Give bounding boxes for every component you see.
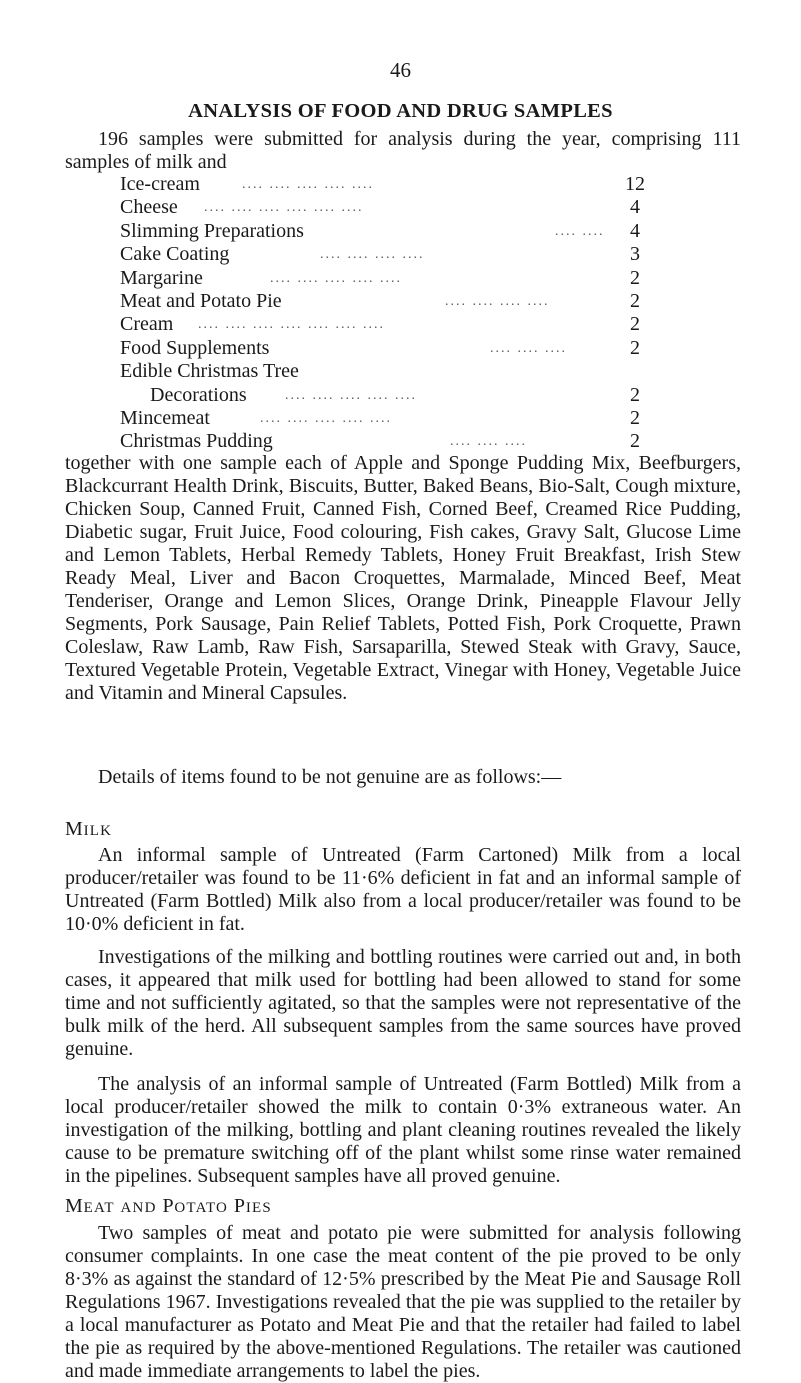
page-title: ANALYSIS OF FOOD AND DRUG SAMPLES [188, 100, 613, 122]
heading-rest: EAT [83, 1200, 115, 1216]
dot-leader: .... .... .... .... .... [260, 410, 392, 426]
table-row [120, 430, 660, 453]
dot-leader: .... .... .... .... .... [285, 387, 417, 403]
table-row [120, 173, 660, 196]
table-row [120, 243, 660, 266]
milk-paragraph-1: An informal sample of Untreated (Farm Cartoned) Milk from a local producer/retailer was found to be 11·6% deficient in fat and an informal sample of Untreated (Farm Bottled) Milk also from a local producer/retailer was found to be 10·0% deficient in fat. [65, 844, 741, 935]
item-name: Edible Christmas Tree [120, 360, 299, 383]
item-count: 2 [630, 266, 640, 289]
table-row [120, 313, 660, 336]
section-heading-meat-and-potato-pies [65, 1195, 272, 1218]
item-count: 2 [630, 430, 640, 453]
item-name: Ice-cream [120, 173, 200, 195]
dot-leader: .... .... .... .... [445, 293, 550, 309]
item-name: Meat and Potato Pie [120, 289, 282, 312]
table-row [120, 337, 660, 360]
table-row [120, 360, 660, 383]
item-name: Cheese [120, 196, 178, 219]
dot-leader: .... .... .... .... .... [270, 270, 402, 286]
sample-count-table [120, 173, 660, 454]
table-row [120, 384, 660, 407]
heading-initial: M [65, 818, 84, 840]
item-count: 2 [630, 336, 640, 359]
dot-leader: .... .... [555, 223, 605, 239]
heading-initial: P [233, 1195, 246, 1217]
together-paragraph: together with one sample each of Apple and Sponge Pudding Mix, Beefburgers, Blackcurrant Health Drink, Biscuits, Butter, Baked Beans, Bio-Salt, Cough mixture, Chicken Soup, Canned Fruit, Canned Fish, Corned Beef, Creamed Rice Pudding, Diabetic sugar, Fruit Juice, Food colouring, Fish cakes, Gravy Salt, Glucose Lime and Lemon Tablets, Herbal Remedy Tablets, Honey Fruit Breakfast, Irish Stew Ready Meal, Liver and Bacon Croquettes, Marmalade, Minced Beef, Meat Tenderiser, Orange and Lemon Slices, Orange Drink, Pineapple Flavour Jelly Segments, Pork Sausage, Pain Relief Tablets, Potted Fish, Pork Croquette, Prawn Coleslaw, Raw Lamb, Raw Fish, Sarsaparilla, Stewed Steak with Gravy, Sauce, Textured Vegetable Protein, Vegetable Extract, Vinegar with Honey, Vegetable Juice and Vitamin and Mineral Capsules. [65, 452, 741, 704]
item-count: 2 [630, 406, 640, 429]
item-count: 2 [630, 289, 640, 312]
item-name: Slimming Preparations [120, 219, 304, 242]
item-count: 2 [630, 313, 640, 336]
table-row [120, 407, 660, 430]
item-name: Margarine [120, 266, 203, 289]
item-count: 12 [625, 173, 645, 195]
item-count: 3 [630, 243, 640, 266]
item-name: Food Supplements [120, 336, 270, 359]
heading-initial: P [162, 1195, 175, 1217]
milk-paragraph-3: The analysis of an informal sample of Untreated (Farm Bottled) Milk from a local producer/retailer showed the milk to contain 0·3% extraneous water. An investigation of the milking, bottling and plant cleaning routines revealed the likely cause to be premature switching off of the plant whilst some rinse water remained in the pipelines. Subsequent samples have all proved genuine. [65, 1073, 741, 1187]
item-name: Cake Coating [120, 243, 230, 266]
table-row [120, 220, 660, 243]
milk-paragraph-2: Investigations of the milking and bottling routines were carried out and, in both cases, it appeared that milk used for bottling had been allowed to stand for some time and not sufficiently agitated, so that the samples were not representative of the bulk milk of the herd. All subsequent samples from the same sources have proved genuine. [65, 946, 741, 1060]
table-row [120, 290, 660, 313]
item-name: Decorations [150, 383, 247, 406]
dot-leader: .... .... .... [450, 434, 527, 450]
item-count: 2 [630, 383, 640, 406]
table-row [120, 196, 660, 219]
dot-leader: .... .... .... .... .... [242, 177, 374, 192]
item-count: 4 [630, 196, 640, 219]
item-name: Mincemeat [120, 406, 210, 429]
heading-rest: IES [245, 1200, 272, 1216]
dot-leader: .... .... .... .... .... .... .... [198, 317, 385, 333]
page-number: 46 [390, 58, 411, 82]
meat-paragraph-1: Two samples of meat and potato pie were submitted for analysis following consumer complaints. In one case the meat content of the pie proved to be only 8·3% as against the standard of 12·5% prescribed by the Meat Pie and Sausage Roll Regulations 1967. Investigations revealed that the pie was supplied to the retailer by a local manufacturer as Potato and Meat Pie and that the retailer had failed to label the pie as required by the above-mentioned Regulations. The retailer was cautioned and made immediate arrangements to label the pies. [65, 1222, 741, 1382]
heading-initial: M [65, 1195, 84, 1217]
details-line: Details of items found to be not genuine are as follows:— [98, 766, 562, 788]
heading-word: AND [120, 1200, 157, 1216]
heading-rest: OTATO [174, 1200, 229, 1216]
section-heading-milk [65, 818, 112, 841]
dot-leader: .... .... .... .... .... .... [204, 200, 364, 216]
dot-leader: .... .... .... [490, 340, 567, 356]
heading-rest: ILK [83, 823, 113, 839]
item-name: Christmas Pudding [120, 430, 273, 453]
dot-leader: .... .... .... .... [320, 247, 425, 263]
item-count: 4 [630, 219, 640, 242]
table-row [120, 267, 660, 290]
intro-paragraph: 196 samples were submitted for analysis during the year, comprising 111 samples of milk and [65, 128, 741, 173]
item-name: Cream [120, 313, 174, 336]
